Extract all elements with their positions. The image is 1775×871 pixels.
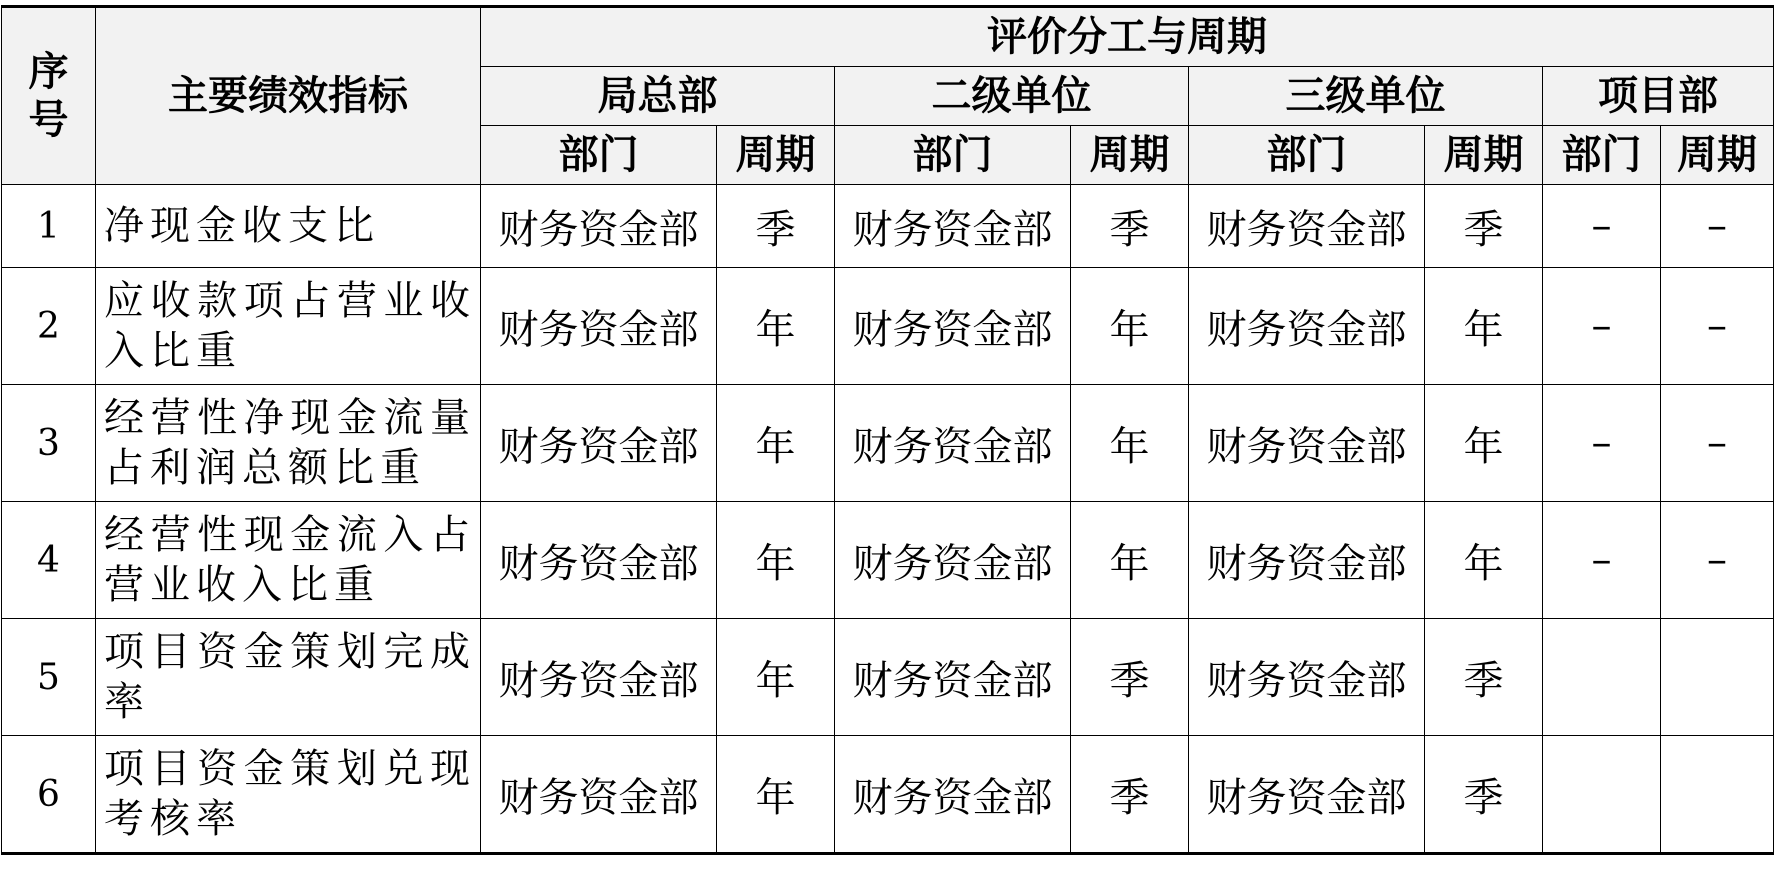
level3-dept-cell: 财务资金部 xyxy=(1189,385,1425,502)
project-period-cell xyxy=(1661,619,1774,736)
level2-dept-cell: 财务资金部 xyxy=(835,619,1071,736)
row-number: 5 xyxy=(2,619,96,736)
level2-period-cell: 年 xyxy=(1071,268,1189,385)
project-period-cell xyxy=(1661,736,1774,854)
header-unit-level2: 二级单位 xyxy=(835,67,1189,126)
header-period: 周期 xyxy=(1071,126,1189,185)
hq-dept-cell: 财务资金部 xyxy=(481,502,717,619)
row-number: 4 xyxy=(2,502,96,619)
project-dept-cell: – xyxy=(1543,268,1661,385)
project-period-cell: – xyxy=(1661,185,1774,268)
row-number: 6 xyxy=(2,736,96,854)
row-number: 1 xyxy=(2,185,96,268)
hq-period-cell: 年 xyxy=(717,619,835,736)
header-period: 周期 xyxy=(717,126,835,185)
indicator-name: 经营性净现金流量占利润总额比重 xyxy=(96,385,481,502)
header-seq: 序号 xyxy=(2,7,96,185)
project-dept-cell: – xyxy=(1543,502,1661,619)
project-period-cell: – xyxy=(1661,385,1774,502)
header-dept: 部门 xyxy=(1543,126,1661,185)
hq-period-cell: 年 xyxy=(717,385,835,502)
hq-dept-cell: 财务资金部 xyxy=(481,385,717,502)
table-row xyxy=(2,385,1774,502)
header-unit-level3: 三级单位 xyxy=(1189,67,1543,126)
indicator-name: 项目资金策划完成率 xyxy=(96,619,481,736)
hq-dept-cell: 财务资金部 xyxy=(481,268,717,385)
level3-period-cell: 年 xyxy=(1425,502,1543,619)
level3-period-cell: 年 xyxy=(1425,385,1543,502)
project-period-cell: – xyxy=(1661,268,1774,385)
hq-period-cell: 季 xyxy=(717,185,835,268)
header-unit-hq: 局总部 xyxy=(481,67,835,126)
header-unit-project: 项目部 xyxy=(1543,67,1774,126)
row-number: 3 xyxy=(2,385,96,502)
table-body xyxy=(2,185,1774,854)
table-row xyxy=(2,268,1774,385)
level3-period-cell: 季 xyxy=(1425,736,1543,854)
header-dept: 部门 xyxy=(481,126,717,185)
indicator-name: 净现金收支比 xyxy=(96,185,481,268)
hq-dept-cell: 财务资金部 xyxy=(481,736,717,854)
level3-dept-cell: 财务资金部 xyxy=(1189,502,1425,619)
hq-dept-cell: 财务资金部 xyxy=(481,619,717,736)
project-dept-cell xyxy=(1543,736,1661,854)
header-group: 评价分工与周期 xyxy=(481,7,1774,67)
level2-dept-cell: 财务资金部 xyxy=(835,185,1071,268)
hq-period-cell: 年 xyxy=(717,268,835,385)
row-number: 2 xyxy=(2,268,96,385)
kpi-table xyxy=(1,5,1774,855)
table-row xyxy=(2,502,1774,619)
hq-period-cell: 年 xyxy=(717,502,835,619)
project-period-cell: – xyxy=(1661,502,1774,619)
table-row xyxy=(2,736,1774,854)
hq-dept-cell: 财务资金部 xyxy=(481,185,717,268)
level2-dept-cell: 财务资金部 xyxy=(835,268,1071,385)
header-period: 周期 xyxy=(1661,126,1774,185)
level3-dept-cell: 财务资金部 xyxy=(1189,736,1425,854)
project-dept-cell: – xyxy=(1543,185,1661,268)
level2-period-cell: 季 xyxy=(1071,619,1189,736)
level3-period-cell: 年 xyxy=(1425,268,1543,385)
level2-period-cell: 年 xyxy=(1071,502,1189,619)
project-dept-cell xyxy=(1543,619,1661,736)
indicator-name: 经营性现金流入占营业收入比重 xyxy=(96,502,481,619)
level3-dept-cell: 财务资金部 xyxy=(1189,185,1425,268)
level2-dept-cell: 财务资金部 xyxy=(835,736,1071,854)
table-row xyxy=(2,619,1774,736)
level2-period-cell: 季 xyxy=(1071,736,1189,854)
level2-period-cell: 季 xyxy=(1071,185,1189,268)
level2-dept-cell: 财务资金部 xyxy=(835,502,1071,619)
level3-period-cell: 季 xyxy=(1425,185,1543,268)
header-dept: 部门 xyxy=(1189,126,1425,185)
hq-period-cell: 年 xyxy=(717,736,835,854)
indicator-name: 应收款项占营业收入比重 xyxy=(96,268,481,385)
table-row xyxy=(2,185,1774,268)
header-indicator: 主要绩效指标 xyxy=(96,7,481,185)
table-header xyxy=(2,7,1774,185)
indicator-name: 项目资金策划兑现考核率 xyxy=(96,736,481,854)
header-dept: 部门 xyxy=(835,126,1071,185)
level2-period-cell: 年 xyxy=(1071,385,1189,502)
header-period: 周期 xyxy=(1425,126,1543,185)
level2-dept-cell: 财务资金部 xyxy=(835,385,1071,502)
level3-period-cell: 季 xyxy=(1425,619,1543,736)
level3-dept-cell: 财务资金部 xyxy=(1189,619,1425,736)
project-dept-cell: – xyxy=(1543,385,1661,502)
level3-dept-cell: 财务资金部 xyxy=(1189,268,1425,385)
